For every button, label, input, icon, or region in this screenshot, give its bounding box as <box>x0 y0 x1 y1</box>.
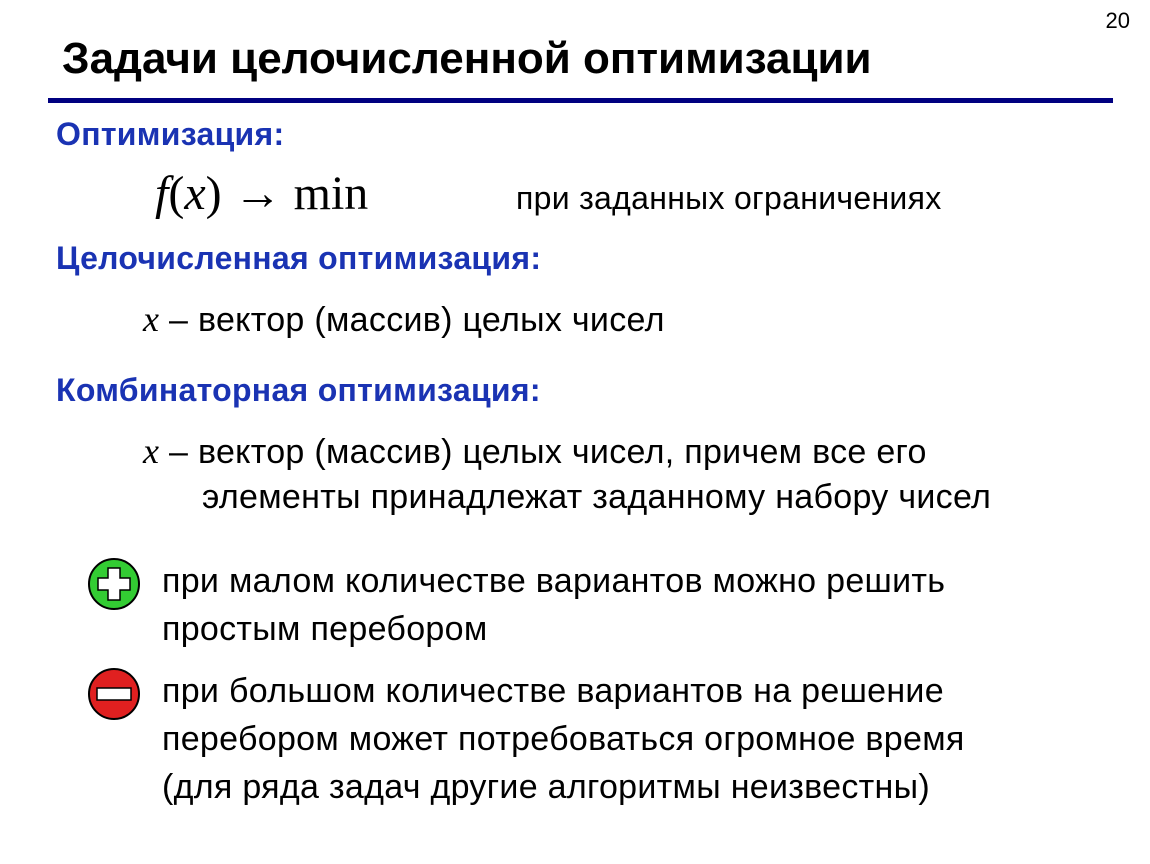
formula-min: min <box>293 167 369 220</box>
heading-integer-optimization: Целочисленная оптимизация: <box>56 240 542 276</box>
cons-line2: перебором может потребоваться огромное время <box>162 720 965 758</box>
slide-title: Задачи целочисленной оптимизации <box>62 34 872 83</box>
combinatorial-definition-line2: элементы принадлежат заданному набору чисел <box>202 478 992 516</box>
plus-circle-icon <box>86 556 142 612</box>
slide-number: 20 <box>1105 8 1130 33</box>
title-underline <box>48 98 1113 103</box>
cons-line1: при большом количестве вариантов на решение <box>162 672 944 710</box>
objective-formula <box>155 166 368 221</box>
constraint-text: при заданных ограничениях <box>516 180 942 216</box>
integer-definition <box>143 298 665 340</box>
heading-combinatorial-optimization: Комбинаторная оптимизация: <box>56 372 541 408</box>
integer-definition-text: – вектор (массив) целых чисел <box>169 301 665 339</box>
heading-optimization: Оптимизация: <box>56 116 285 152</box>
combinatorial-text-line1: – вектор (массив) целых чисел, причем все его <box>169 433 927 471</box>
pros-line2: простым перебором <box>162 610 488 648</box>
cons-line3: (для ряда задач другие алгоритмы неизвестны) <box>162 768 930 806</box>
combinatorial-definition-line1 <box>143 430 927 472</box>
variable-x: x <box>143 299 160 339</box>
formula-f: f <box>155 167 169 220</box>
formula-arrow: → <box>233 167 282 220</box>
formula-lparen: ( <box>168 167 185 220</box>
pros-line1: при малом количестве вариантов можно решить <box>162 562 946 600</box>
variable-x: x <box>143 431 160 471</box>
formula-rparen: ) <box>205 167 222 220</box>
formula-x: x <box>184 167 206 220</box>
minus-circle-icon <box>86 666 142 722</box>
